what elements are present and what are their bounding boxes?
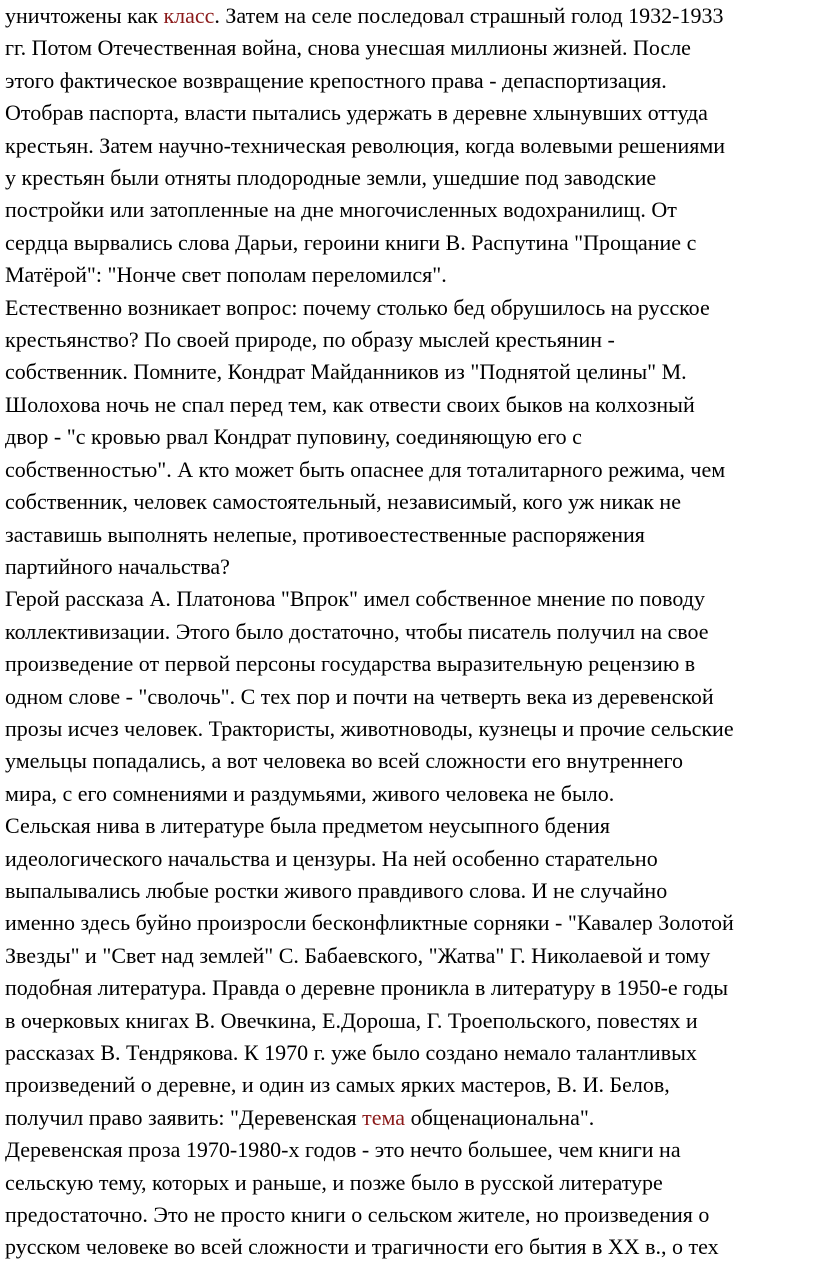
text-run: гг. Потом Отечественная война, снова унесшая миллионы жизней. После <box>5 35 691 61</box>
text-line <box>5 551 811 583</box>
text-run: сельскую тему, которых и раньше, и позже было в русской литературе <box>5 1169 663 1195</box>
text-run: Отобрав паспорта, власти пытались удержать в деревне хлынувших оттуда <box>5 100 708 126</box>
text-run: Матёрой": "Нонче свет пополам переломился". <box>5 262 447 288</box>
text-line <box>5 1005 811 1037</box>
text-line <box>5 1134 811 1166</box>
text-line <box>5 778 811 810</box>
text-run: собственник, человек самостоятельный, независимый, кого уж никак не <box>5 489 681 515</box>
text-run: произведений о деревне, и один из самых ярких мастеров, В. И. Белов, <box>5 1072 670 1098</box>
text-run: крестьян. Затем научно-техническая революция, когда волевыми решениями <box>5 132 726 158</box>
paragraph-4 <box>5 810 811 1134</box>
text-run: этого фактическое возвращение крепостного права - депаспортизация. <box>5 67 667 93</box>
paragraph-2 <box>5 292 811 584</box>
text-run: выпалывались любые ростки живого правдивого слова. И не случайно <box>5 877 668 903</box>
text-run: прозы исчез человек. Трактористы, животноводы, кузнецы и прочие сельские <box>5 715 734 741</box>
text-line <box>5 454 811 486</box>
text-run: собственник. Помните, Кондрат Майданников из "Поднятой целины" М. <box>5 359 687 385</box>
glossary-link-тема[interactable]: тема <box>362 1104 406 1130</box>
text-line <box>5 292 811 324</box>
text-run: Естественно возникает вопрос: почему столько бед обрушилось на русское <box>5 294 710 320</box>
text-run: именно здесь буйно произросли бесконфликтные сорняки - "Кавалер Золотой <box>5 910 734 936</box>
text-line <box>5 648 811 680</box>
text-line <box>5 421 811 453</box>
glossary-link-класс[interactable]: класс <box>163 3 215 28</box>
text-line <box>5 194 811 226</box>
text-run: произведение от первой персоны государства выразительную рецензию в <box>5 651 696 677</box>
text-run: Деревенская проза 1970-1980-х годов - это нечто большее, чем книги на <box>5 1137 681 1163</box>
text-line <box>5 0 811 32</box>
text-run: рассказах В. Тендрякова. К 1970 г. уже было создано немало талантливых <box>5 1040 697 1065</box>
text-run: крестьянство? По своей природе, по образу мыслей крестьянин - <box>5 327 615 353</box>
text-run: постройки или затопленные на дне многочисленных водохранилищ. От <box>5 197 677 223</box>
text-line <box>5 1231 811 1263</box>
text-line <box>5 65 811 97</box>
text-run: заставишь выполнять нелепые, противоестественные распоряжения <box>5 521 645 547</box>
text-line <box>5 713 811 745</box>
paragraph-3 <box>5 583 811 810</box>
text-run: партийного начальства? <box>5 553 230 579</box>
text-run: коллективизации. Этого было достаточно, чтобы писатель получил на свое <box>5 618 709 644</box>
text-run: предостаточно. Это не просто книги о сельском жителе, но произведения о <box>5 1202 710 1228</box>
text-run: Звезды" и "Свет над землей" С. Бабаевского, "Жатва" Г. Николаевой и тому <box>5 942 711 968</box>
text-line <box>5 32 811 64</box>
text-line <box>5 1199 811 1231</box>
text-run: Шолохова ночь не спал перед тем, как отвести своих быков на колхозный <box>5 391 695 417</box>
text-run: уничтожены как <box>5 3 164 28</box>
text-line <box>5 519 811 551</box>
paragraph-1 <box>5 0 811 292</box>
text-line <box>5 162 811 194</box>
text-line <box>5 1037 811 1069</box>
text-line <box>5 486 811 518</box>
text-line <box>5 356 811 388</box>
text-run: умельцы попадались, а вот человека во всей сложности его внутреннего <box>5 748 684 774</box>
text-line <box>5 583 811 615</box>
text-line <box>5 1069 811 1101</box>
text-line <box>5 907 811 939</box>
text-run: Сельская нива в литературе была предметом неусыпного бдения <box>5 813 610 839</box>
text-line <box>5 875 811 907</box>
text-line <box>5 1167 811 1199</box>
text-line <box>5 843 811 875</box>
text-run: собственностью". А кто может быть опаснее для тоталитарного режима, чем <box>5 456 726 482</box>
text-run: русском человеке во всей сложности и трагичности его бытия в XX в., о тех <box>5 1234 719 1260</box>
text-run: . Затем на селе последовал страшный голод 1932-1933 <box>214 3 724 28</box>
text-line <box>5 324 811 356</box>
text-line <box>5 259 811 291</box>
text-run: двор - "с кровью рвал Кондрат пуповину, соединяющую его с <box>5 424 582 450</box>
text-run: сердца вырвались слова Дарьи, героини книги В. Распутина "Прощание с <box>5 229 697 255</box>
text-line <box>5 972 811 1004</box>
text-line <box>5 97 811 129</box>
text-run: идеологического начальства и цензуры. На ней особенно старательно <box>5 845 658 871</box>
text-line <box>5 1102 811 1134</box>
text-line <box>5 227 811 259</box>
text-line <box>5 681 811 713</box>
text-line <box>5 940 811 972</box>
text-run: мира, с его сомнениями и раздумьями, живого человека не было. <box>5 780 615 806</box>
text-run: получил право заявить: "Деревенская <box>5 1104 363 1130</box>
text-line <box>5 616 811 648</box>
text-run: одном слове - "сволочь". С тех пор и почти на четверть века из деревенской <box>5 683 714 709</box>
text-run: у крестьян были отняты плодородные земли, ушедшие под заводские <box>5 165 657 191</box>
text-run: Герой рассказа А. Платонова "Впрок" имел собственное мнение по поводу <box>5 586 705 612</box>
text-line <box>5 389 811 421</box>
paragraph-5 <box>5 1134 811 1264</box>
text-line <box>5 130 811 162</box>
text-run: общенациональна". <box>405 1104 595 1130</box>
text-line <box>5 810 811 842</box>
text-run: подобная литература. Правда о деревне проникла в литературу в 1950-е годы <box>5 975 728 1001</box>
text-line <box>5 745 811 777</box>
text-run: в очерковых книгах В. Овечкина, Е.Дороша, Г. Троепольского, повестях и <box>5 1007 698 1033</box>
